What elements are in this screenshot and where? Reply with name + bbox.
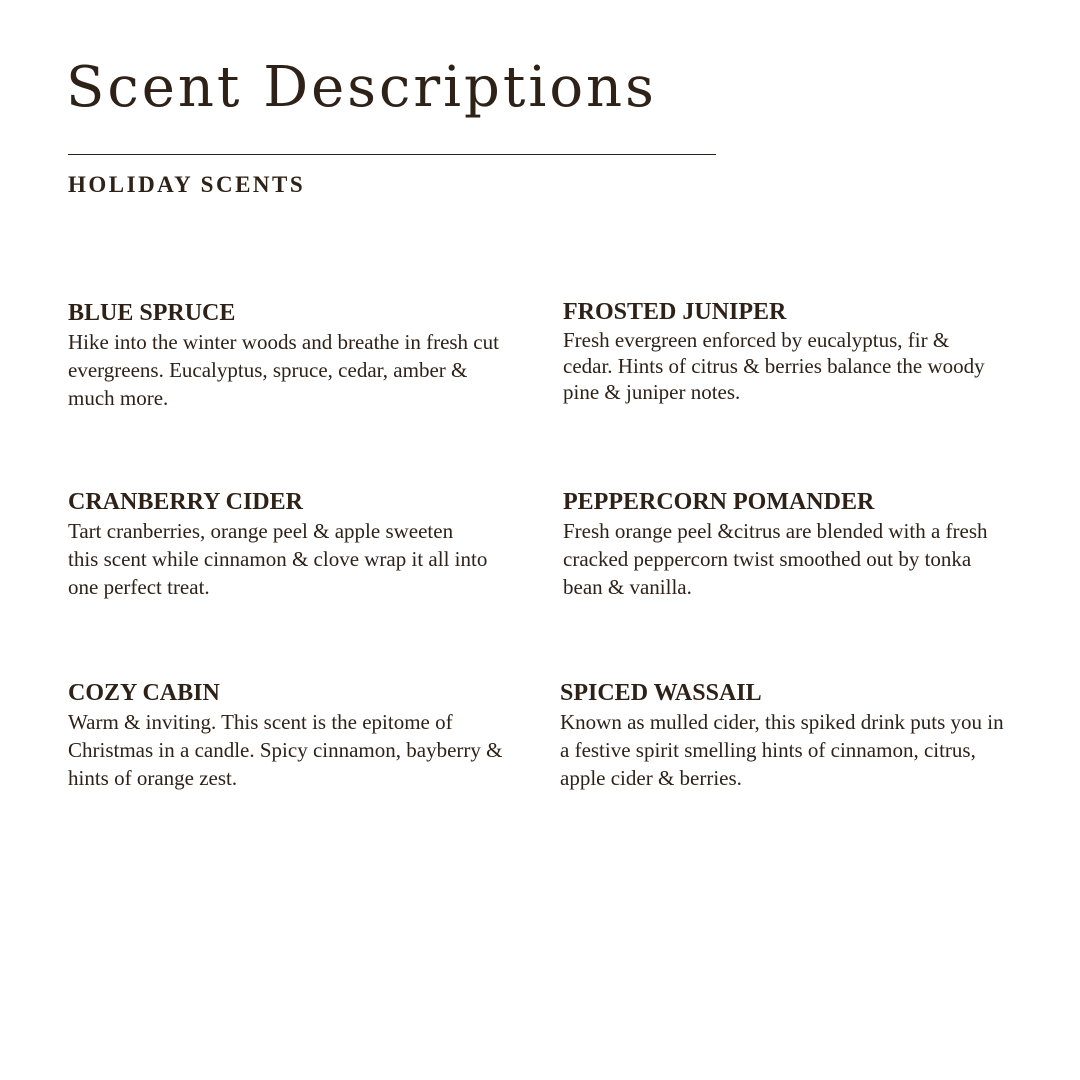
scent-name: PEPPERCORN POMANDER bbox=[563, 489, 875, 515]
scent-name: SPICED WASSAIL bbox=[560, 680, 762, 706]
section-heading: HOLIDAY SCENTS bbox=[68, 172, 306, 197]
scent-item-blue-spruce bbox=[68, 298, 508, 412]
scent-item-frosted-juniper bbox=[563, 297, 993, 405]
title-divider bbox=[68, 154, 716, 155]
scent-item-cranberry-cider bbox=[68, 487, 488, 601]
scent-name: CRANBERRY CIDER bbox=[68, 489, 303, 515]
scent-description: Known as mulled cider, this spiked drink puts you in a festive spirit smelling hints of cinnamon, citrus, apple cider & berries. bbox=[560, 710, 1004, 790]
scent-name: BLUE SPRUCE bbox=[68, 300, 236, 326]
scent-name: FROSTED JUNIPER bbox=[563, 299, 787, 325]
scent-description: Fresh evergreen enforced by eucalyptus, fir & cedar. Hints of citrus & berries balance the woody pine & juniper notes. bbox=[563, 328, 985, 404]
scent-item-cozy-cabin bbox=[68, 678, 518, 792]
page-title: Scent Descriptions bbox=[66, 55, 657, 120]
scent-description: Fresh orange peel &citrus are blended with a fresh cracked peppercorn twist smoothed out by tonka bean & vanilla. bbox=[563, 519, 988, 599]
scent-description: Warm & inviting. This scent is the epitome of Christmas in a candle. Spicy cinnamon, bayberry & hints of orange zest. bbox=[68, 710, 503, 790]
scent-description: Hike into the winter woods and breathe in fresh cut evergreens. Eucalyptus, spruce, cedar, amber & much more. bbox=[68, 330, 499, 410]
scent-item-peppercorn-pomander bbox=[563, 487, 1013, 601]
scent-description: Tart cranberries, orange peel & apple sweeten this scent while cinnamon & clove wrap it all into one perfect treat. bbox=[68, 519, 488, 599]
scent-name: COZY CABIN bbox=[68, 680, 220, 706]
scent-item-spiced-wassail bbox=[560, 678, 1015, 792]
